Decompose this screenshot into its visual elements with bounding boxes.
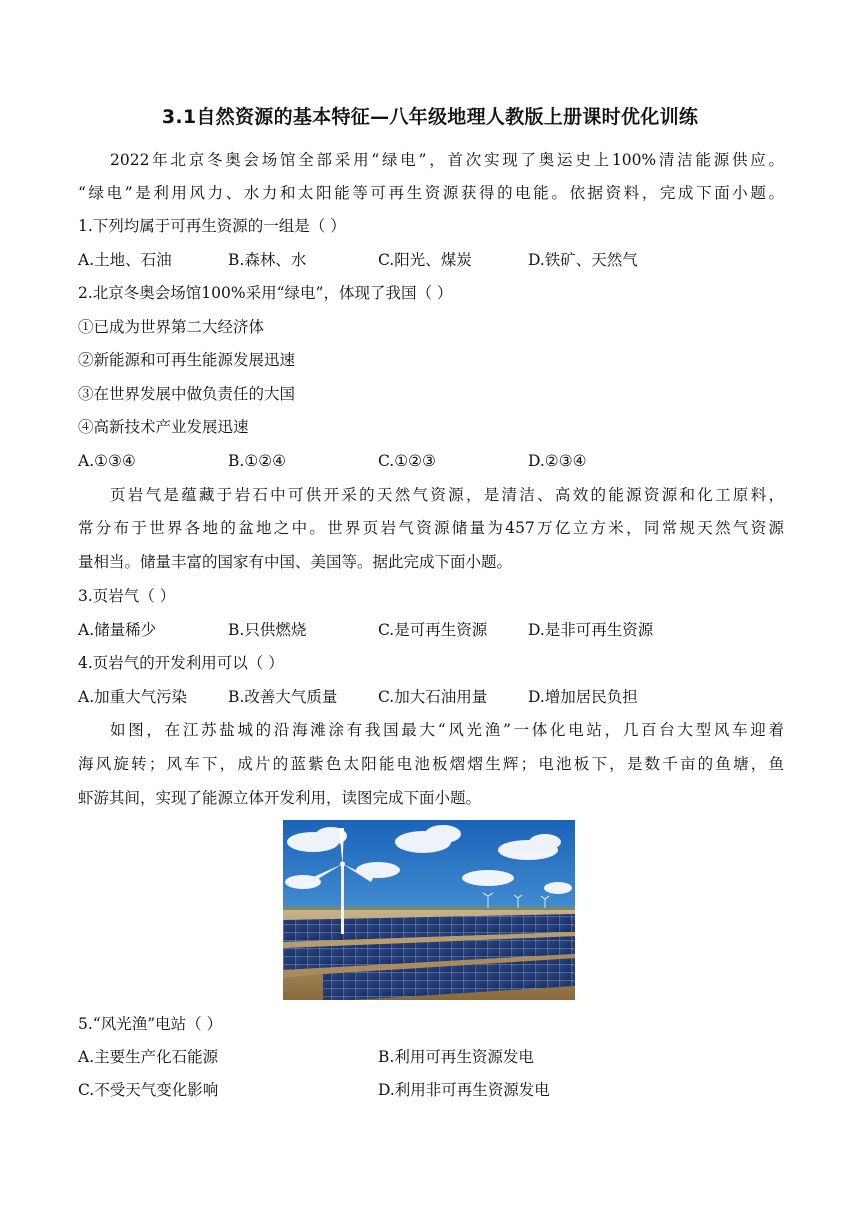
question-4-stem: 4.页岩气的开发利用可以（ ） <box>78 654 284 672</box>
question-5-stem: 5.“风光渔”电站（ ） <box>78 1015 223 1033</box>
page-title: 3.1自然资源的基本特征—八年级地理人教版上册课时优化训练 <box>161 106 699 128</box>
question-4-option-c: C.加大石油用量 <box>378 688 488 706</box>
question-5-option-d: D.利用非可再生资源发电 <box>378 1081 550 1099</box>
question-1-stem: 1.下列均属于可再生资源的一组是（ ） <box>78 217 346 235</box>
question-3-stem: 3.页岩气（ ） <box>78 587 176 605</box>
question-4-option-a: A.加重大气污染 <box>78 688 188 706</box>
passage1-line-1: 2022年北京冬奥会场馆全部采用“绿电”，首次实现了奥运史上100%清洁能源供应。 <box>110 151 784 169</box>
question-1-option-c: C.阳光、煤炭 <box>378 251 472 269</box>
question-3-option-a: A.储量稀少 <box>78 621 157 639</box>
question-2-option-a: A.①③④ <box>78 452 136 470</box>
question-2-option-b: B.①②④ <box>228 452 287 470</box>
passage2-line-2: 常分布于世界各地的盆地之中。世界页岩气资源储量为457万亿立方米，同常规天然气资源 <box>78 519 784 537</box>
question-1-option-a: A.土地、石油 <box>78 251 172 269</box>
question-3-option-b: B.只供燃烧 <box>228 621 307 639</box>
question-2-option-c: C.①②③ <box>378 452 436 470</box>
question-3-option-d: D.是非可再生资源 <box>528 621 654 639</box>
question-5-option-c: C.不受天气变化影响 <box>78 1081 219 1099</box>
question-5-option-b: B.利用可再生资源发电 <box>378 1048 534 1066</box>
question-1-option-b: B.森林、水 <box>228 251 307 269</box>
question-2-stem: 2.北京冬奥会场馆100%采用“绿电”，体现了我国（ ） <box>78 284 453 302</box>
question-4-option-d: D.增加居民负担 <box>528 688 638 706</box>
passage1-line-2: “绿电”是利用风力、水力和太阳能等可再生资源获得的电能。依据资料，完成下面小题。 <box>78 184 784 202</box>
question-2-statement-1: ①已成为世界第二大经济体 <box>78 318 265 336</box>
question-1-option-d: D.铁矿、天然气 <box>528 251 638 269</box>
question-2-statement-3: ③在世界发展中做负责任的大国 <box>78 385 296 403</box>
passage3-line-3: 虾游其间，实现了能源立体开发利用，读图完成下面小题。 <box>78 789 482 807</box>
question-2-option-d: D.②③④ <box>528 452 587 470</box>
wind-solar-fishery-photo <box>283 820 575 1000</box>
question-3-option-c: C.是可再生资源 <box>378 621 488 639</box>
passage2-line-3: 量相当。储量丰富的国家有中国、美国等。据此完成下面小题。 <box>78 553 513 571</box>
passage3-line-1: 如图，在江苏盐城的沿海滩涂有我国最大“风光渔”一体化电站，几百台大型风车迎着 <box>110 721 784 739</box>
question-4-option-b: B.改善大气质量 <box>228 688 338 706</box>
passage2-line-1: 页岩气是蕴藏于岩石中可供开采的天然气资源，是清洁、高效的能源资源和化工原料， <box>110 486 784 504</box>
question-2-statement-4: ④高新技术产业发展迅速 <box>78 418 249 436</box>
passage3-line-2: 海风旋转；风车下，成片的蓝紫色太阳能电池板熠熠生辉；电池板下，是数千亩的鱼塘，鱼 <box>78 755 784 773</box>
question-2-statement-2: ②新能源和可再生能源发展迅速 <box>78 351 296 369</box>
question-5-option-a: A.主要生产化石能源 <box>78 1048 219 1066</box>
